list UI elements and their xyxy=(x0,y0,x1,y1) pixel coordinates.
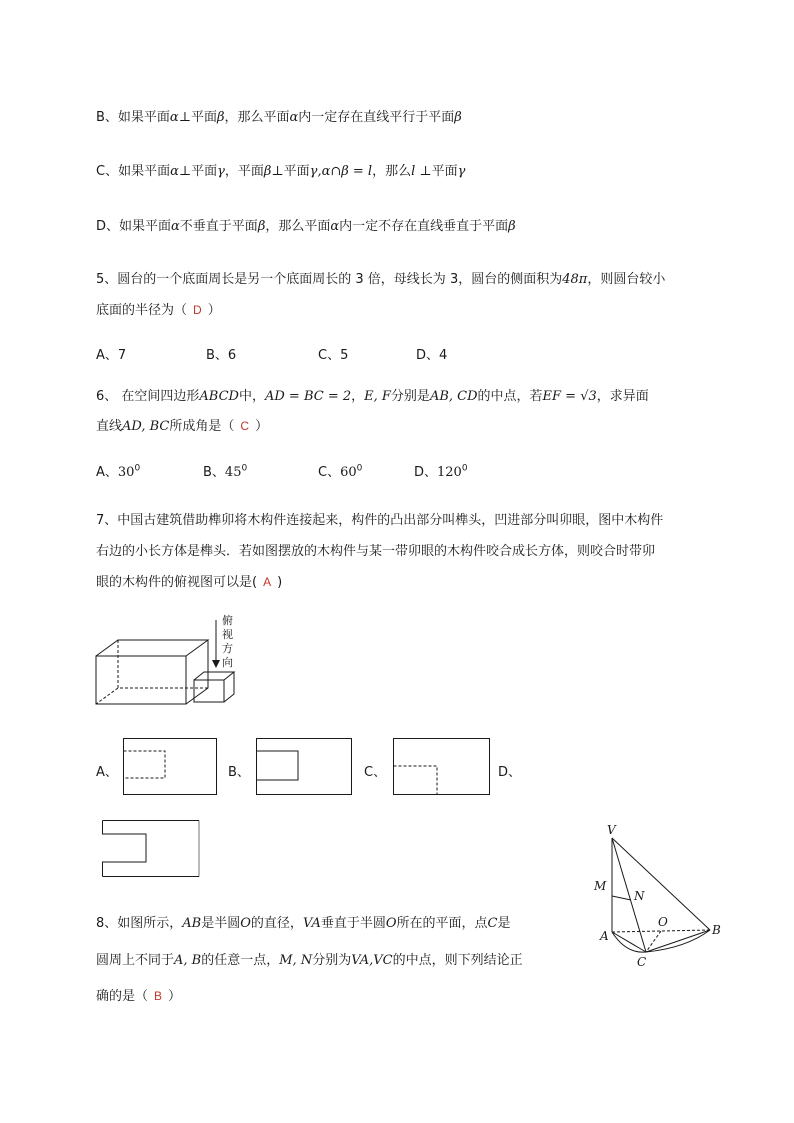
math: β xyxy=(454,110,462,125)
point-a-label: A xyxy=(600,929,609,943)
math: O xyxy=(240,916,251,931)
text: 确的是（ xyxy=(96,989,149,1004)
math: 60 xyxy=(340,465,357,480)
point-m-label: M xyxy=(594,879,607,893)
math: α⊥ xyxy=(169,110,191,125)
math: 45 xyxy=(224,465,242,480)
edge-cb xyxy=(646,930,710,952)
text: ，那么 xyxy=(372,164,412,179)
text: 8、如图所示， xyxy=(96,916,183,931)
text: 所在的平面，点 xyxy=(396,916,488,931)
text: ，那么平面 xyxy=(265,219,331,234)
text: 不垂直于平面 xyxy=(179,219,258,234)
text: ) xyxy=(277,575,283,590)
math: β xyxy=(216,110,225,125)
tenon-top xyxy=(194,672,234,680)
q6-line2 xyxy=(96,415,268,434)
tenon-front xyxy=(194,680,224,702)
q7-line2: 右边的小长方体是榫头．若如图摆放的木构件与某一带卯眼的木构件咬合成长方体，则咬合时带卯 xyxy=(96,544,656,559)
q5-answer: D xyxy=(193,303,202,317)
q6-line1 xyxy=(96,385,649,404)
q6-choice-c xyxy=(318,461,362,480)
text: 是 xyxy=(497,916,511,931)
math: α xyxy=(171,219,180,234)
text: 内一定存在直线平行于平面 xyxy=(298,110,455,125)
math: M, N xyxy=(279,953,313,968)
text: C、 xyxy=(318,465,341,480)
q7-choice-b-figure xyxy=(256,738,353,796)
degree-mark: 0 xyxy=(134,463,141,474)
text: 内一定不存在直线垂直于平面 xyxy=(339,219,509,234)
option-d-statement xyxy=(96,215,516,234)
big-box-hidden-diag xyxy=(96,688,118,704)
text: 直线 xyxy=(96,419,123,434)
option-c-statement xyxy=(96,160,465,179)
text: 垂直于半圆 xyxy=(320,916,386,931)
math: 120 xyxy=(437,465,462,480)
q7-wooden-component-figure xyxy=(90,612,270,712)
q7-choice-c-figure xyxy=(393,738,491,796)
text: 平面 xyxy=(283,164,310,179)
math: E, F xyxy=(364,389,391,404)
degree-mark: 0 xyxy=(461,463,468,474)
math: 30 xyxy=(117,465,135,480)
math: α xyxy=(289,110,299,125)
hidden-corner xyxy=(394,766,438,795)
math: α xyxy=(330,219,340,234)
text: 的中点，则下列结论正 xyxy=(392,953,523,968)
text: A、 xyxy=(96,465,118,480)
math: O xyxy=(385,916,397,931)
q7-choice-a-figure xyxy=(123,738,218,796)
view-label-char: 向 xyxy=(222,656,233,669)
text: 平面 xyxy=(431,164,458,179)
point-b-label: B xyxy=(712,923,721,937)
text: B、如果平面 xyxy=(96,110,170,125)
text: 圆周上不同于 xyxy=(96,953,175,968)
text: ） xyxy=(255,419,269,434)
view-label-char: 视 xyxy=(222,628,233,641)
math: α⊥ xyxy=(170,164,192,179)
math: AD, BC xyxy=(122,419,170,434)
math: γ,α∩β = l xyxy=(309,164,373,179)
q8-line3 xyxy=(96,985,181,1004)
degree-mark: 0 xyxy=(356,463,363,474)
q7-choice-b-label: B、 xyxy=(228,765,250,780)
math: C xyxy=(487,916,498,931)
q5-line1 xyxy=(96,268,665,287)
q7-choice-c-label: C、 xyxy=(364,765,387,780)
math: AB xyxy=(182,916,202,931)
point-n-label: N xyxy=(634,889,645,903)
text: ） xyxy=(168,989,182,1004)
q5-line2 xyxy=(96,299,221,318)
text: 平面 xyxy=(191,164,218,179)
math: β xyxy=(257,219,266,234)
q7-line1: 7、中国古建筑借助榫卯将木构件连接起来，构件的凸出部分叫榫头，凹进部分叫卯眼，图中木构件 xyxy=(96,513,664,528)
text: ，那么平面 xyxy=(224,110,290,125)
math: 48π xyxy=(562,272,588,287)
text: ，求异面 xyxy=(596,389,649,404)
text: ，则圆台较小 xyxy=(587,272,666,287)
q8-line2 xyxy=(96,949,523,968)
text: 分别是 xyxy=(390,389,430,404)
math: VA,VC xyxy=(351,953,393,968)
q7-line3 xyxy=(96,571,282,590)
q8-answer: B xyxy=(154,989,163,1003)
point-o-label: O xyxy=(658,915,668,929)
u-slot xyxy=(103,821,147,877)
text: C、如果平面 xyxy=(96,164,171,179)
text: D、 xyxy=(414,465,438,480)
math: β⊥ xyxy=(263,164,284,179)
visible-slot xyxy=(257,751,299,780)
text: ， xyxy=(351,389,365,404)
text: 5、圆台的一个底面周长是另一个底面周长的 3 倍，母线长为 3，圆台的侧面积为 xyxy=(96,272,563,287)
q6-choice-d xyxy=(414,461,468,480)
math: β xyxy=(508,219,516,234)
math: EF = √3 xyxy=(542,389,597,404)
math: AD = BC = 2 xyxy=(264,389,352,404)
q5-choice-b: B、6 xyxy=(206,348,237,363)
text: 分别为 xyxy=(312,953,352,968)
math: ABCD xyxy=(199,389,239,404)
text: 是半圆 xyxy=(201,916,241,931)
view-label-char: 方 xyxy=(222,642,233,655)
big-box-top xyxy=(96,640,208,656)
q5-choice-a: A、7 xyxy=(96,348,127,363)
q8-line1 xyxy=(96,912,511,931)
q7-answer: A xyxy=(263,575,272,589)
big-box-front xyxy=(96,656,186,704)
text: 的直径， xyxy=(250,916,303,931)
frame xyxy=(124,739,217,795)
q7-choice-d-figure xyxy=(102,820,202,878)
option-b-statement xyxy=(96,106,462,125)
math: AB, CD xyxy=(429,389,478,404)
text: ，平面 xyxy=(224,164,264,179)
text: 底面的半径为（ xyxy=(96,303,188,318)
hidden-slot xyxy=(124,751,166,778)
text: 中， xyxy=(238,389,265,404)
q7-choice-a-label: A、 xyxy=(96,765,118,780)
q6-choice-b xyxy=(203,461,247,480)
q7-choice-d-label: D、 xyxy=(498,765,522,780)
view-arrow-head xyxy=(212,660,220,668)
view-label-char: 俯 xyxy=(222,614,233,627)
frame xyxy=(394,739,490,795)
text: 眼的木构件的俯视图可以是( xyxy=(96,575,258,590)
segment-oc xyxy=(646,931,661,952)
text: D、如果平面 xyxy=(96,219,172,234)
q6-answer: C xyxy=(240,419,250,433)
q5-choice-d: D、4 xyxy=(416,348,448,363)
text: 平面 xyxy=(190,110,217,125)
text: ） xyxy=(207,303,221,318)
math: γ xyxy=(457,164,466,179)
math: A, B xyxy=(174,953,202,968)
math: γ xyxy=(217,164,225,179)
segment-mn xyxy=(612,896,631,900)
math: l ⊥ xyxy=(411,164,432,179)
text: 6、 在空间四边形 xyxy=(96,389,200,404)
q8-semicircle-figure xyxy=(590,820,730,970)
degree-mark: 0 xyxy=(241,463,248,474)
math: VA xyxy=(302,916,321,931)
text: 的中点，若 xyxy=(477,389,543,404)
frame xyxy=(257,739,352,795)
q6-choice-a xyxy=(96,461,140,480)
q5-choice-c: C、5 xyxy=(318,348,349,363)
text: 的任意一点， xyxy=(201,953,280,968)
point-v-label: V xyxy=(607,823,616,837)
point-c-label: C xyxy=(637,955,647,969)
text: B、 xyxy=(203,465,225,480)
text: 所成角是（ xyxy=(169,419,235,434)
